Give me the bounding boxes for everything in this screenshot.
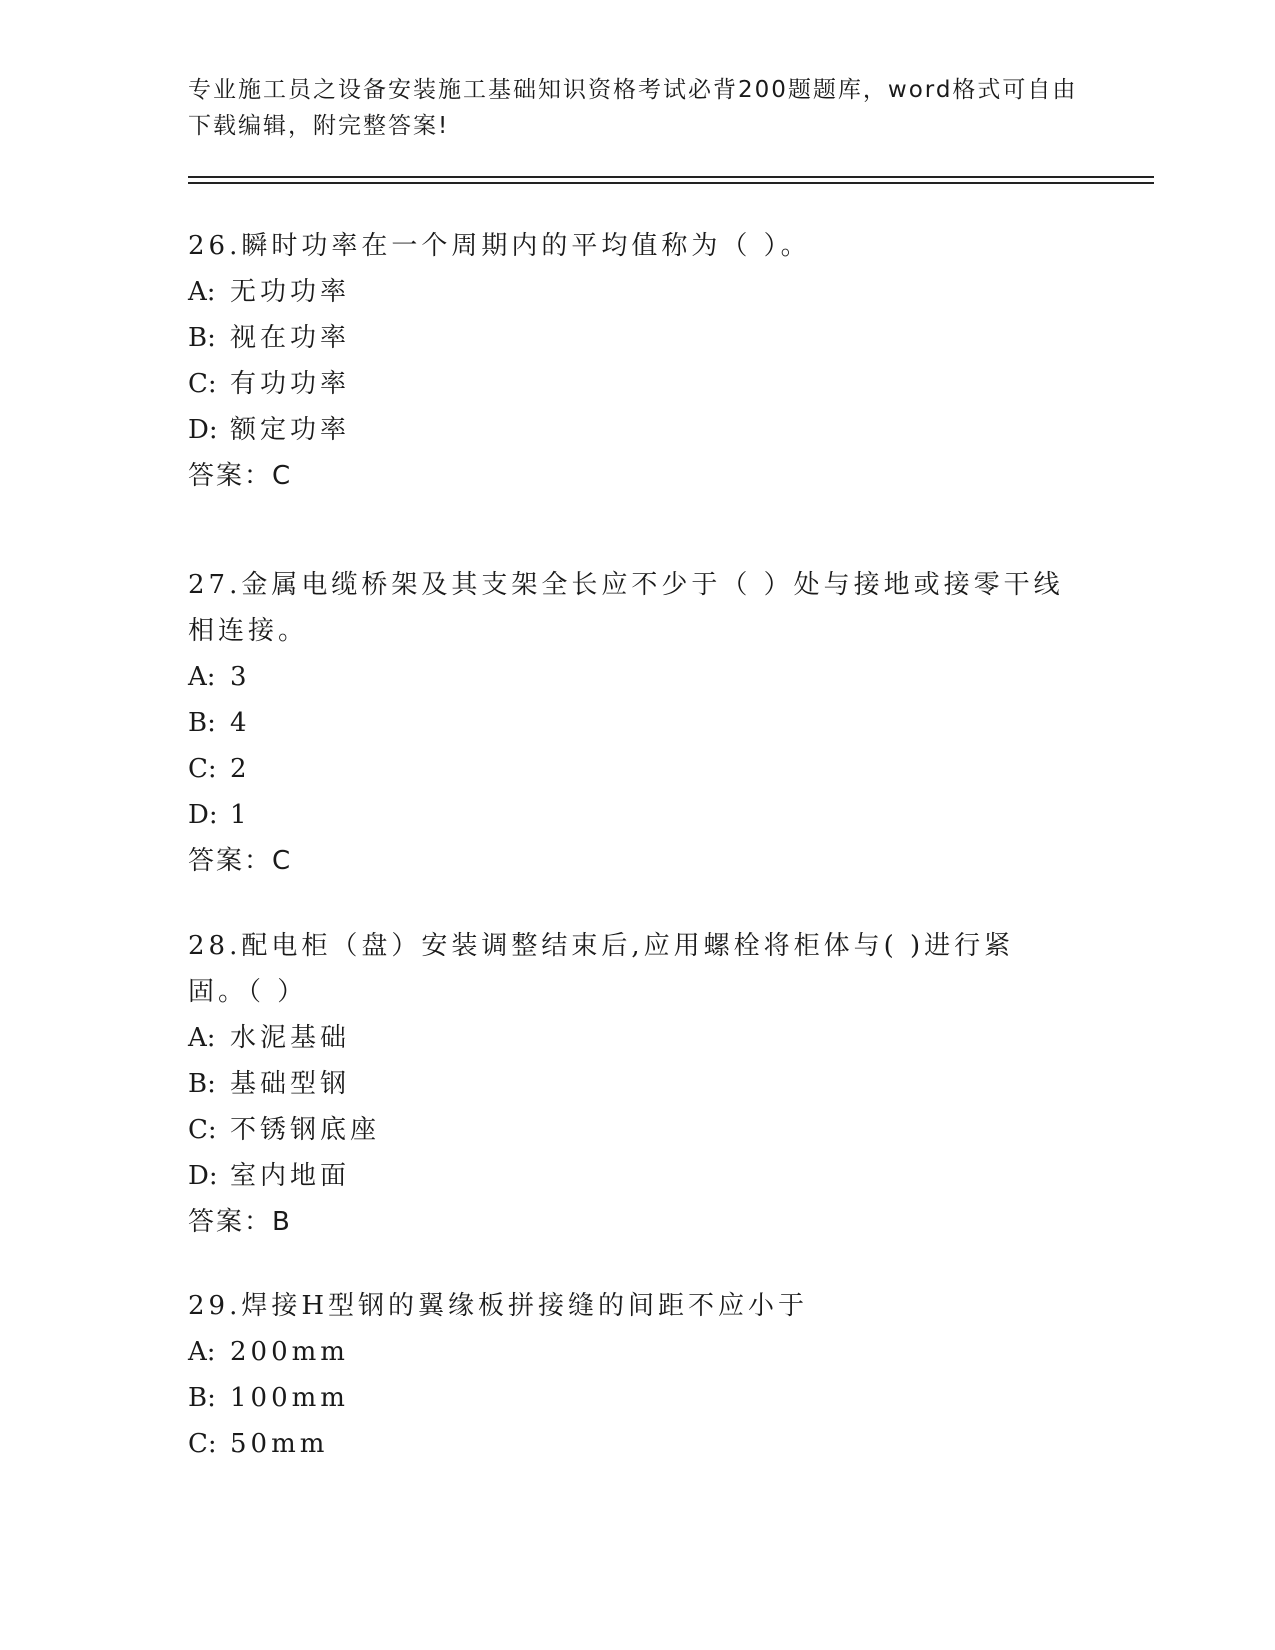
option-letter: C:	[188, 1429, 217, 1459]
option-letter: A:	[188, 277, 216, 307]
option-d	[188, 1153, 1068, 1199]
option-letter: B:	[188, 708, 216, 738]
option-text: 3	[230, 662, 251, 692]
question-26	[188, 223, 1088, 499]
question-28	[188, 923, 1068, 1245]
option-text: 200mm	[230, 1337, 349, 1367]
option-letter: C:	[188, 1115, 217, 1145]
option-a	[188, 654, 1068, 700]
question-27	[188, 562, 1068, 884]
option-text: 50mm	[230, 1429, 329, 1459]
option-d	[188, 407, 1088, 453]
option-b	[188, 315, 1088, 361]
option-letter: B:	[188, 1069, 216, 1099]
option-letter: A:	[188, 1023, 216, 1053]
option-a	[188, 269, 1088, 315]
option-text: 不锈钢底座	[230, 1115, 381, 1145]
option-text: 无功功率	[230, 277, 351, 307]
option-text: 4	[230, 708, 251, 738]
option-text: 水泥基础	[230, 1023, 351, 1053]
option-text: 2	[230, 754, 251, 784]
option-letter: A:	[188, 662, 216, 692]
answer-line: 答案：C	[188, 846, 293, 876]
option-b	[188, 1061, 1068, 1107]
option-c	[188, 746, 1068, 792]
option-c	[188, 1421, 1088, 1467]
option-letter: C:	[188, 369, 217, 399]
option-letter: D:	[188, 415, 218, 445]
option-letter: D:	[188, 800, 218, 830]
option-text: 有功功率	[230, 369, 351, 399]
option-letter: A:	[188, 1337, 216, 1367]
option-text: 视在功率	[230, 323, 351, 353]
document-title: 专业施工员之设备安装施工基础知识资格考试必背200题题库，word格式可自由下载编辑，附完整答案!	[188, 77, 1078, 139]
option-text: 额定功率	[230, 415, 351, 445]
answer-line: 答案：B	[188, 1207, 292, 1237]
option-a	[188, 1329, 1088, 1375]
option-text: 室内地面	[230, 1161, 351, 1191]
question-stem: 28.配电柜（盘）安装调整结束后,应用螺栓将柜体与( )进行紧固。（ ）	[188, 931, 1015, 1007]
option-text: 100mm	[230, 1383, 349, 1413]
header-divider-bottom	[188, 182, 1154, 184]
option-letter: D:	[188, 1161, 218, 1191]
question-stem: 26.瞬时功率在一个周期内的平均值称为（ ）。	[188, 231, 811, 261]
question-29	[188, 1283, 1088, 1467]
option-c	[188, 361, 1088, 407]
option-c	[188, 1107, 1068, 1153]
option-b	[188, 700, 1068, 746]
option-b	[188, 1375, 1088, 1421]
question-stem: 29.焊接H型钢的翼缘板拼接缝的间距不应小于	[188, 1291, 809, 1321]
answer-line: 答案：C	[188, 461, 293, 491]
question-stem: 27.金属电缆桥架及其支架全长应不少于（ ）处与接地或接零干线相连接。	[188, 570, 1064, 646]
option-a	[188, 1015, 1068, 1061]
option-letter: B:	[188, 1383, 216, 1413]
header-divider-top	[188, 176, 1154, 178]
option-text: 1	[230, 800, 251, 830]
option-d	[188, 792, 1068, 838]
option-text: 基础型钢	[230, 1069, 351, 1099]
option-letter: B:	[188, 323, 216, 353]
option-letter: C:	[188, 754, 217, 784]
